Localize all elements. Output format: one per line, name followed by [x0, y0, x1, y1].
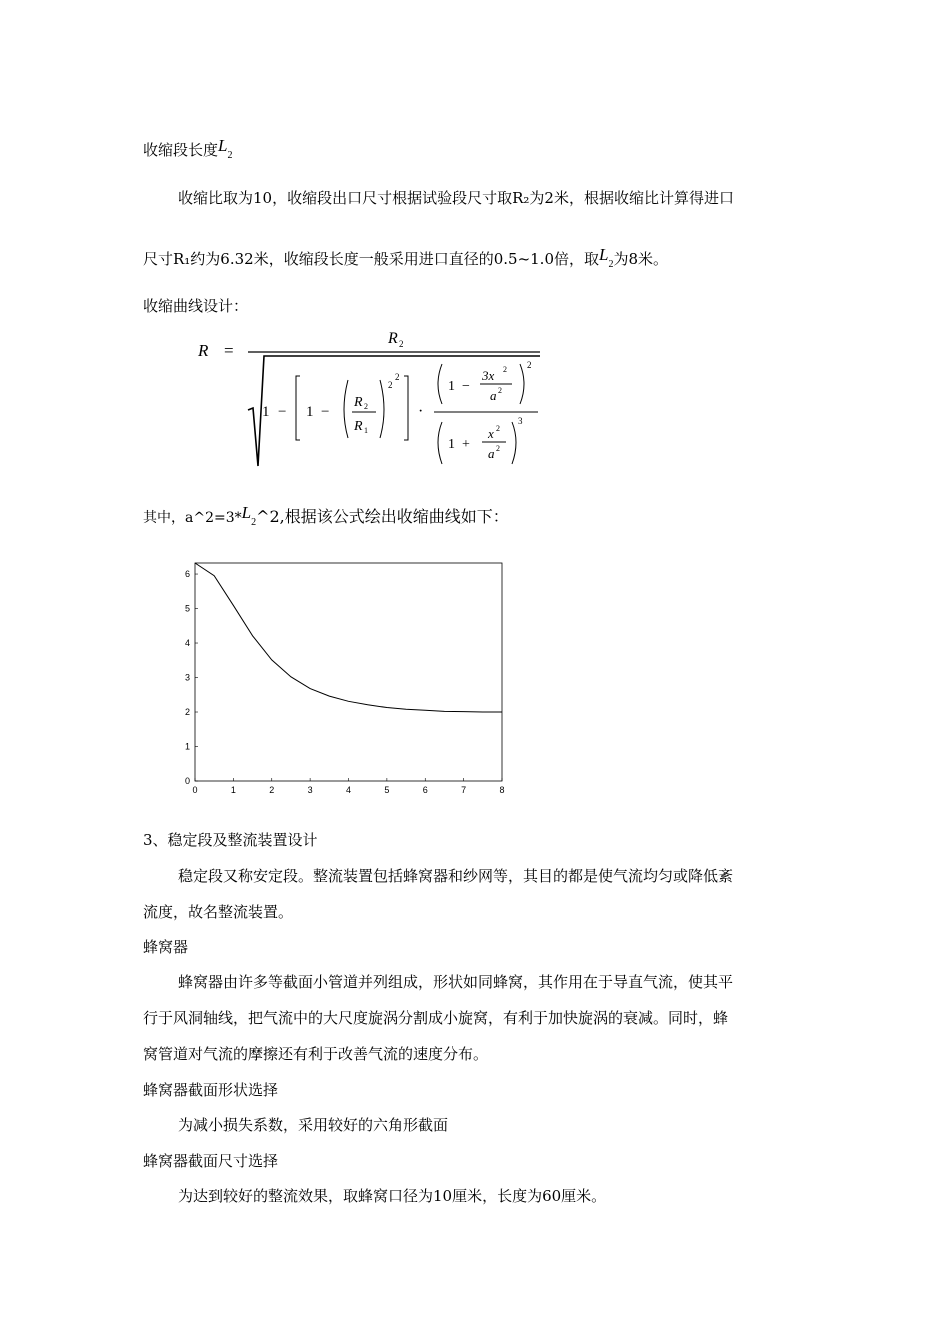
y-tick-label: 5: [184, 603, 190, 614]
formula-note: 其中，$a\^{}2=3*L_2\^{}2$,根据该公式绘出收缩曲线如下：: [143, 503, 509, 528]
svg-text:2: 2: [496, 444, 500, 453]
y-tick-label: 6: [184, 569, 190, 580]
plot-frame: [195, 563, 502, 781]
para1-line2: 尺寸R₁约为6.32米，收缩段长度一般采用进口直径的0.5~1.0倍，取$L_2$为8米。: [143, 245, 669, 270]
x-tick-label: 5: [384, 785, 390, 795]
para2-line1: 稳定段又称安定段。整流装置包括蜂窝器和纱网等，其目的都是使气流均匀或降低紊: [178, 867, 734, 885]
y-tick-label: 3: [184, 672, 190, 683]
svg-text:2: 2: [527, 360, 532, 370]
l2-subscript: 2: [227, 150, 233, 161]
l2-subscript: 2: [608, 259, 614, 270]
section-title: 收缩段长度$L_2$: [143, 136, 233, 161]
svg-text:3x: 3x: [482, 368, 495, 383]
x-tick-label: 1: [230, 785, 236, 795]
x-tick-label: 3: [307, 785, 313, 795]
x-tick-label: 6: [422, 785, 428, 795]
formula: [190, 326, 550, 474]
size-text: 为达到较好的整流效果，取蜂窝口径为10厘米，长度为60厘米。: [178, 1187, 607, 1205]
svg-text:+: +: [462, 437, 470, 452]
heading-3: 3、稳定段及整流装置设计: [143, 831, 318, 849]
formula-lhs: R: [198, 341, 209, 360]
size-title: 蜂窝器截面尺寸选择: [143, 1152, 279, 1170]
svg-text:2: 2: [364, 402, 368, 411]
para1-line1: 收缩比取为10，收缩段出口尺寸根据试验段尺寸取R₂为2米，根据收缩比计算得进口: [178, 189, 734, 207]
para2-line2: 流度，故名整流装置。: [143, 903, 294, 921]
para3-line2: 行于风洞轴线，把气流中的大尺度旋涡分割成小旋窝，有利于加快旋涡的衰减。同时，蜂: [143, 1009, 729, 1027]
bracket-left: [296, 376, 300, 440]
svg-text:−: −: [321, 404, 330, 420]
svg-text:−: −: [462, 379, 470, 394]
y-tick-label: 1: [184, 741, 190, 752]
formula-numerator: R: [388, 330, 398, 347]
ratio-r1: R: [354, 419, 363, 434]
shape-title: 蜂窝器截面形状选择: [143, 1081, 279, 1099]
svg-text:a: a: [488, 446, 495, 461]
svg-text:a: a: [490, 388, 497, 403]
l2-symbol: L: [218, 136, 228, 155]
l2-symbol: L: [599, 245, 609, 264]
x-tick-label: 7: [461, 785, 467, 795]
svg-text:1: 1: [262, 404, 270, 420]
svg-text:1: 1: [448, 437, 455, 452]
svg-text:2: 2: [503, 365, 507, 374]
svg-text:1: 1: [306, 404, 314, 420]
svg-text:−: −: [278, 404, 287, 420]
y-tick-label: 2: [184, 707, 190, 718]
ratio-r2: R: [354, 395, 363, 410]
svg-text:2: 2: [496, 424, 500, 433]
svg-text:·: ·: [418, 403, 424, 420]
y-tick-label: 0: [184, 776, 190, 786]
curve-line: [195, 563, 502, 712]
svg-text:2: 2: [388, 380, 393, 390]
bracket-right: [404, 376, 408, 440]
svg-text:2: 2: [498, 386, 502, 395]
svg-text:1: 1: [448, 379, 455, 394]
svg-text:2: 2: [399, 339, 404, 349]
contraction-curve-chart: [170, 556, 515, 801]
x-tick-label: 8: [499, 785, 505, 795]
svg-text:3: 3: [518, 416, 523, 426]
x-tick-label: 0: [192, 785, 198, 795]
honeycomb-title: 蜂窝器: [143, 938, 189, 956]
x-tick-label: 2: [269, 785, 275, 795]
curve-design-label: 收缩曲线设计：: [143, 297, 249, 315]
x-tick-label: 4: [345, 785, 352, 795]
formula-eq: =: [224, 341, 234, 360]
l2-subscript: 2: [251, 517, 257, 528]
para3-line1: 蜂窝器由许多等截面小管道并列组成，形状如同蜂窝，其作用在于导直气流，使其平: [178, 973, 734, 991]
shape-text: 为减小损失系数，采用较好的六角形截面: [178, 1116, 449, 1134]
svg-text:x: x: [488, 426, 494, 441]
svg-text:1: 1: [364, 426, 368, 435]
y-tick-label: 4: [184, 638, 190, 649]
para3-line3: 窝管道对气流的摩擦还有利于改善气流的速度分布。: [143, 1045, 489, 1063]
svg-text:2: 2: [395, 372, 400, 382]
l2-symbol: L: [241, 503, 252, 522]
